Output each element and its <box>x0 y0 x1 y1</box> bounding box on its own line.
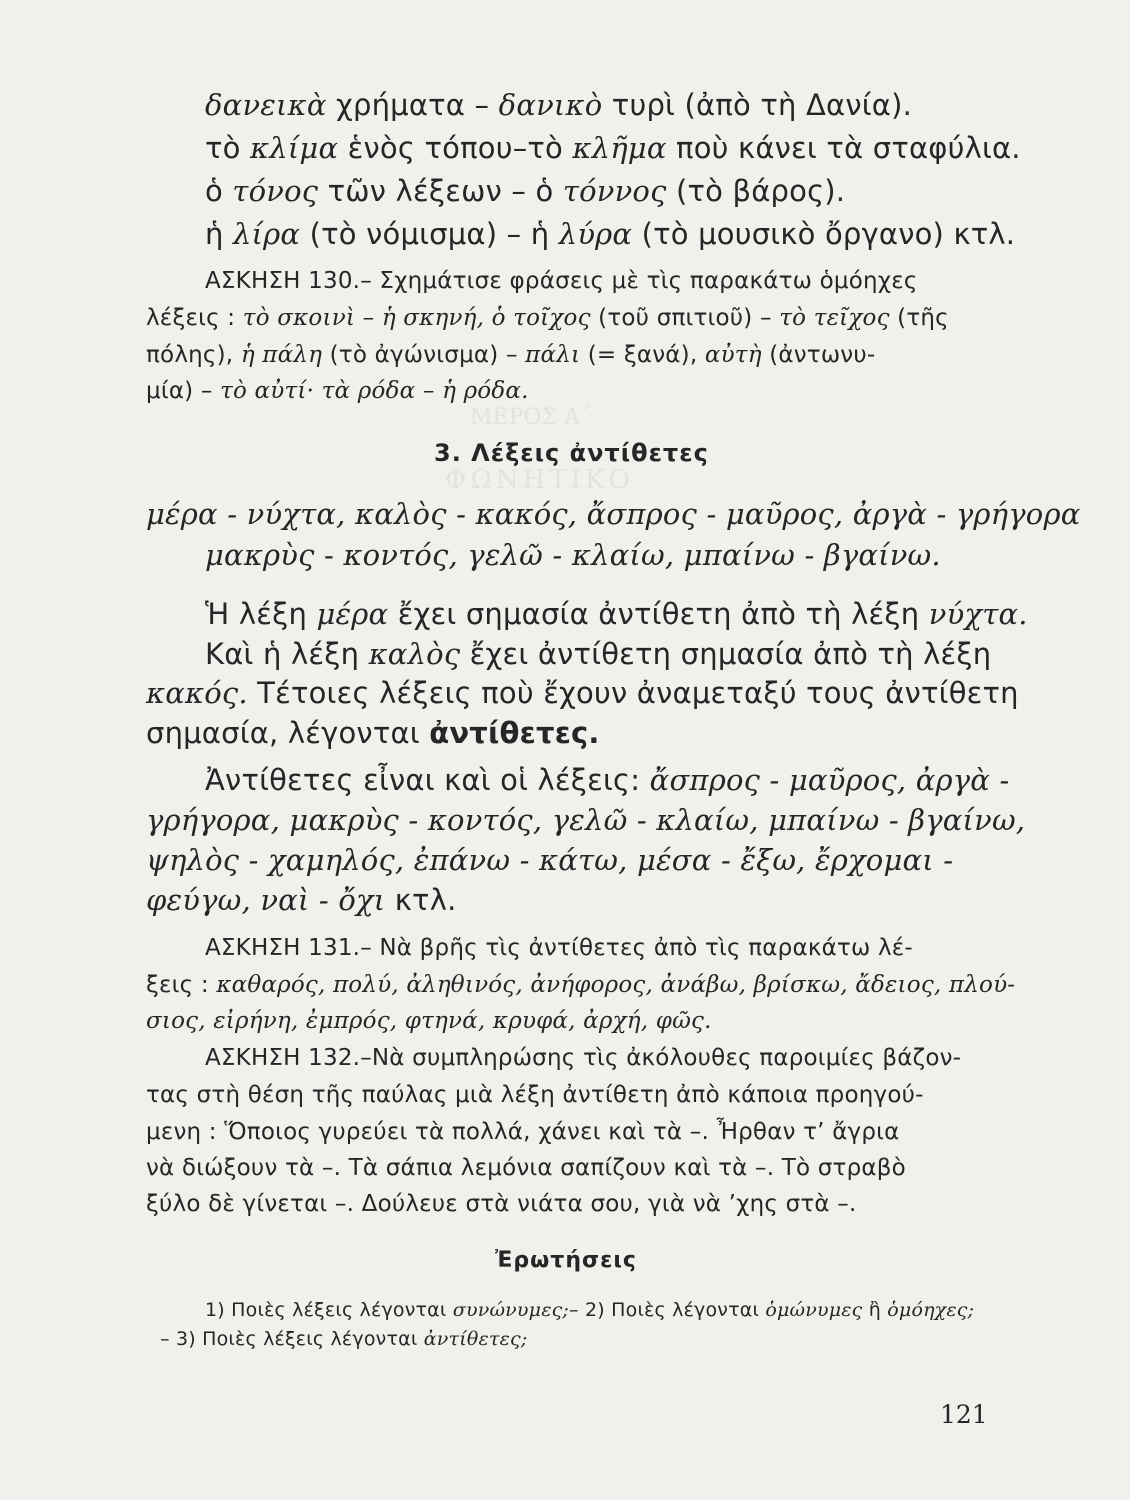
text-run: τόννος <box>562 174 667 208</box>
text-run: (τὸ βάρος). <box>666 174 846 208</box>
text-run: νύχτα. <box>928 597 1028 631</box>
page-number: 121 <box>940 1400 988 1429</box>
text-run: ἔχει σημασία ἀντίθετη ἀπὸ τὴ λέξη <box>388 597 929 631</box>
text-run: ὁμώνυμες <box>765 1299 863 1321</box>
exercise-130-line <box>205 268 918 294</box>
text-run: ψηλὸς - χαμηλός, ἐπάνω - κάτω, μέσα - ἔξω, ἔρχομαι - <box>146 843 954 877</box>
exercise-130-line <box>146 342 875 368</box>
text-run: τὸ σκοινὶ – ἡ σκηνή, ὁ τοῖχος <box>242 305 591 331</box>
text-run: 3. Λέξεις ἀντίθετες <box>434 439 709 467</box>
text-line <box>146 883 457 917</box>
text-run: καθαρός, πολύ, ἀληθινός, ἀνήφορος, ἀνάβω, βρίσκω, ἄδειος, πλού- <box>216 972 1016 998</box>
text-run: κακός. <box>146 676 248 710</box>
text-run: – 2) Ποιὲς λέγονται <box>569 1299 766 1321</box>
text-run: σημασία, λέγονται <box>146 716 430 750</box>
text-run: ὁμόηχες; <box>887 1299 975 1321</box>
text-run: λύρα <box>558 217 633 251</box>
text-run: ἡ πάλη <box>240 342 323 368</box>
text-run: μενη : Ὅποιος γυρεύει τὰ πολλά, χάνει καὶ τὰ –. Ἦρθαν τ’ ἄγρια <box>146 1119 900 1145</box>
text-run: ἡ <box>205 217 233 251</box>
exercise-131-line <box>146 1008 712 1034</box>
text-run: (τὸ ἀγώνισμα) – <box>322 342 526 368</box>
text-line <box>205 131 1021 165</box>
text-run: (ἀντωνυ- <box>761 342 876 368</box>
text-run: ἔχει ἀντίθετη σημασία ἀπὸ τὴ λέξη <box>460 637 992 671</box>
text-line <box>146 676 1019 710</box>
text-run: αὐτὴ <box>704 342 762 368</box>
text-run: δανικὸ <box>498 88 603 122</box>
question-line <box>160 1328 527 1350</box>
text-line <box>146 803 1025 837</box>
text-line <box>146 716 600 750</box>
text-run: τας στὴ θέση τῆς παύλας μιὰ λέξη ἀντίθετη ἀπὸ κάποια προηγού- <box>146 1082 924 1108</box>
text-run: (τὸ μουσικὸ ὄργανο) κτλ. <box>632 217 1016 251</box>
text-run: ΑΣΚΗΣΗ 130.– Σχημάτισε φράσεις μὲ τὶς παρακάτω ὁμόηχες <box>205 268 918 294</box>
text-run: καλὸς <box>368 637 461 671</box>
text-run: τὸ τεῖχος <box>779 305 890 331</box>
exercise-131-line <box>146 972 1015 998</box>
exercise-132-line <box>146 1191 857 1217</box>
text-run: μέρα <box>316 597 389 631</box>
text-line <box>205 88 912 122</box>
text-run: (τοῦ σπιτιοῦ) – <box>590 305 780 331</box>
text-run: λίρα <box>233 217 301 251</box>
text-run: ἢ <box>862 1299 888 1321</box>
text-run: ἄσπρος - μαῦρος, ἀργὰ - <box>649 763 1010 797</box>
text-run: τυρὶ (ἀπὸ τὴ Δανία). <box>602 88 913 122</box>
text-run: Ἡ λέξη <box>205 597 317 631</box>
text-line <box>146 843 953 877</box>
text-run: κτλ. <box>385 883 457 917</box>
exercise-132-line <box>146 1119 900 1145</box>
text-run: πάλι <box>525 342 581 368</box>
text-line <box>205 597 1028 631</box>
exercise-130-line <box>146 378 529 404</box>
exercise-130-line <box>146 305 949 331</box>
text-run: κλίμα <box>250 131 339 165</box>
exercise-132-line <box>146 1082 924 1108</box>
text-run: σιος, εἰρήνη, ἐμπρός, φτηνά, κρυφά, ἀρχή, φῶς. <box>146 1008 712 1034</box>
text-run: μία) – <box>146 378 221 404</box>
text-run: – 3) Ποιὲς λέξεις λέγονται <box>160 1328 424 1350</box>
text-run: κλῆμα <box>572 131 667 165</box>
exercise-132-line <box>146 1155 906 1181</box>
text-run: ΑΣΚΗΣΗ 131.– Νὰ βρῆς τὶς ἀντίθετες ἀπὸ τὶς παρακάτω λέ- <box>205 935 913 961</box>
text-line <box>205 174 845 208</box>
text-run: ὁ <box>205 174 233 208</box>
text-run: ξύλο δὲ γίνεται –. Δούλευε στὰ νιάτα σου, γιὰ νὰ ’χης στὰ –. <box>146 1191 857 1217</box>
text-run: νὰ διώξουν τὰ –. Τὰ σάπια λεμόνια σαπίζουν καὶ τὰ –. Τὸ στραβὸ <box>146 1155 906 1181</box>
text-run: ξεις : <box>146 972 217 998</box>
text-run: ἑνὸς τόπου–τὸ <box>338 131 573 165</box>
question-line <box>205 1299 974 1321</box>
text-run: συνώνυμες; <box>452 1299 570 1321</box>
text-run: ποὺ κάνει τὰ σταφύλια. <box>666 131 1021 165</box>
text-run: δανεικὰ <box>205 88 327 122</box>
example-line <box>205 538 941 572</box>
text-run: γρήγορα, μακρὺς - κοντός, γελῶ - κλαίω, μπαίνω - βγαίνω, <box>146 803 1026 837</box>
text-run: φεύγω, ναὶ - ὄχι <box>146 883 386 917</box>
text-line <box>205 637 991 671</box>
text-run: Καὶ ἡ λέξη <box>205 637 369 671</box>
text-run: τὸ αὐτί· τὰ ρόδα – ἡ ρόδα. <box>220 378 529 404</box>
text-run: ἀντίθετες. <box>429 716 600 750</box>
text-line <box>205 763 1010 797</box>
text-run: τόνος <box>232 174 319 208</box>
text-run: Ἀντίθετες εἶναι καὶ οἱ λέξεις: <box>205 763 650 797</box>
text-run: Ἐρωτήσεις <box>495 1248 637 1273</box>
text-run: (τῆς <box>889 305 949 331</box>
text-run: (τὸ νόμισμα) – ἡ <box>300 217 559 251</box>
text-run: χρήματα – <box>326 88 499 122</box>
text-run: (= ξανά), <box>580 342 705 368</box>
text-run: λέξεις : <box>146 305 243 331</box>
bleed-through-mark: ΦΩΝΗΤΙΚΟ <box>445 465 634 495</box>
text-run: πόλης), <box>146 342 241 368</box>
bleed-through-mark: ΜΕΡΟΣ Α΄ <box>470 405 591 430</box>
questions-heading <box>495 1248 637 1273</box>
text-run: ΑΣΚΗΣΗ 132.–Νὰ συμπληρώσης τὶς ἀκόλουθες παροιμίες βάζον- <box>205 1045 962 1071</box>
text-run: μακρὺς - κοντός, γελῶ - κλαίω, μπαίνω - βγαίνω. <box>205 538 941 572</box>
exercise-132-line <box>205 1045 961 1071</box>
section-heading <box>434 439 709 467</box>
text-run: ἀντίθετες; <box>423 1328 528 1350</box>
exercise-131-line <box>205 935 913 961</box>
text-run: μέρα - νύχτα, καλὸς - κακός, ἄσπρος - μαῦρος, ἀργὰ - γρήγορα <box>146 497 1081 531</box>
text-run: τῶν λέξεων – ὁ <box>318 174 563 208</box>
example-line <box>146 497 1080 531</box>
text-line <box>205 217 1015 251</box>
text-run: τὸ <box>205 131 251 165</box>
text-run: Τέτοιες λέξεις ποὺ ἔχουν ἀναμεταξύ τους ἀντίθετη <box>247 676 1019 710</box>
text-run: 1) Ποιὲς λέξεις λέγονται <box>205 1299 453 1321</box>
